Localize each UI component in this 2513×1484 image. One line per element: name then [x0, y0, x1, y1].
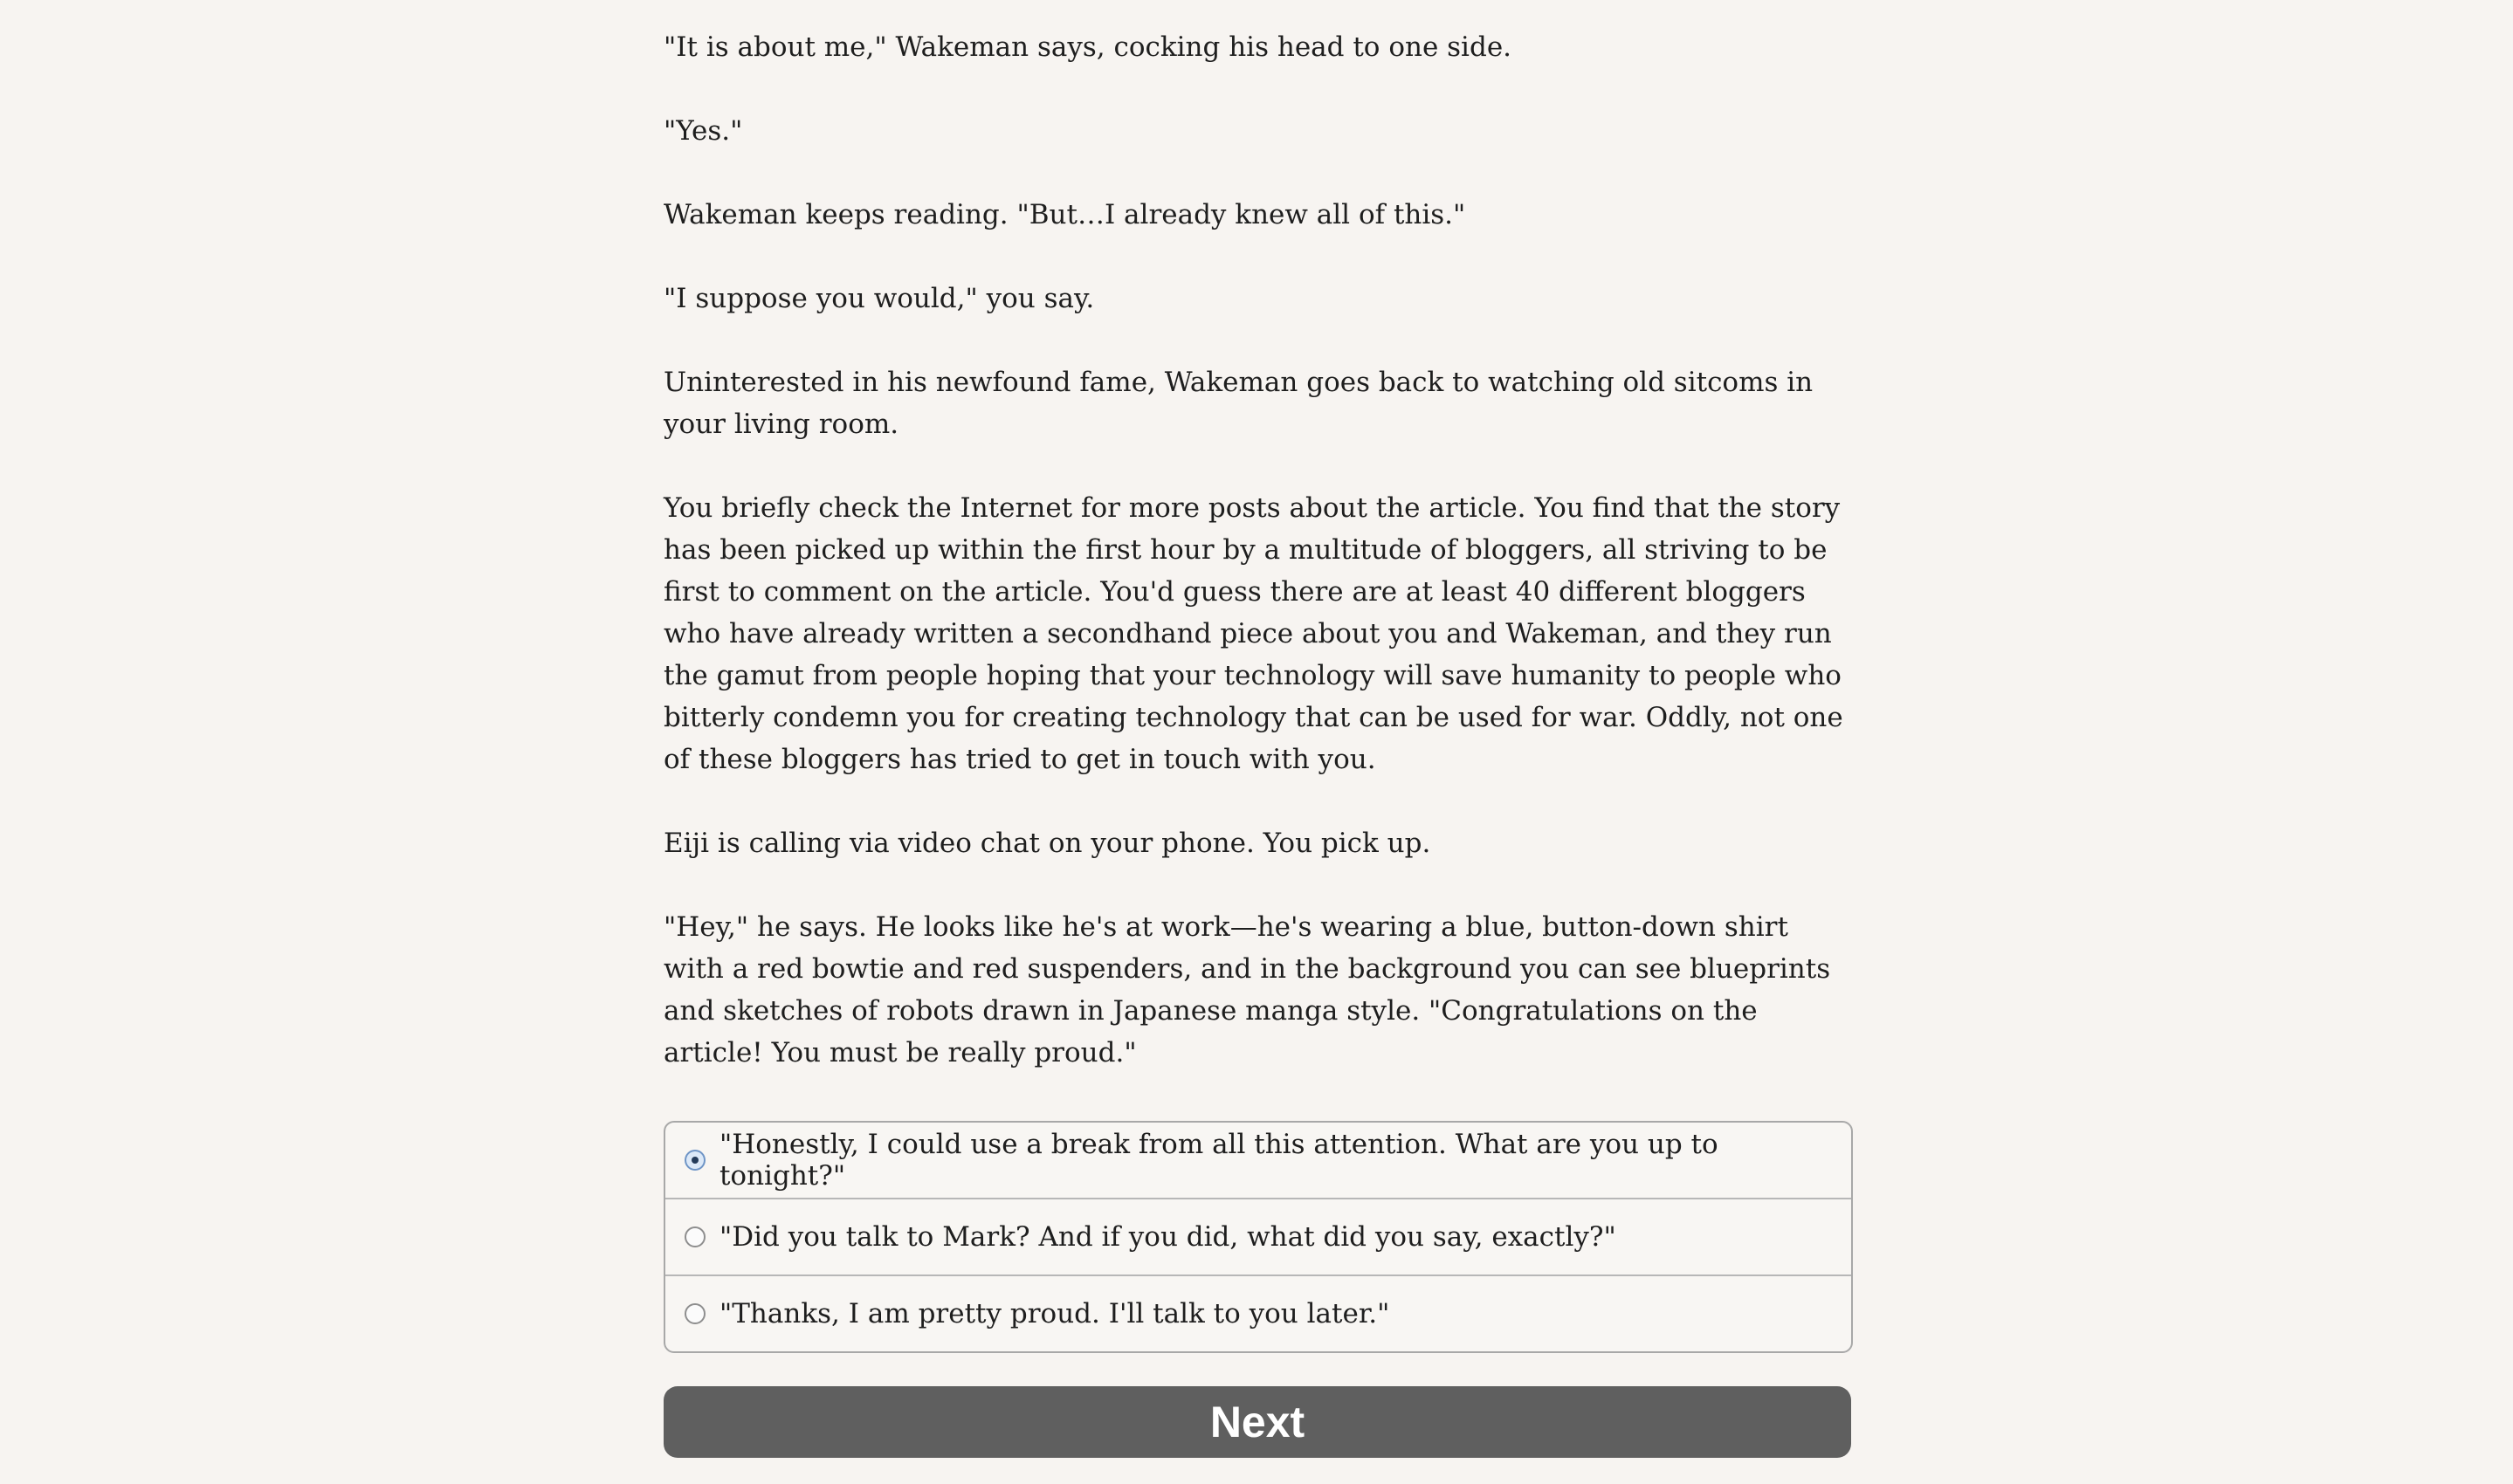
- radio-button[interactable]: [685, 1226, 706, 1247]
- story-paragraph: "Hey," he says. He looks like he's at work—he's wearing a blue, button-down shirt with a red bowtie and red suspenders, and in the background you can see blueprints and sketches of robots drawn in Japanese manga style. "Congratulations on the article! You must be really proud.": [664, 911, 1831, 1068]
- choice-list: [664, 1121, 1853, 1353]
- choice-option-1[interactable]: [665, 1123, 1851, 1198]
- story-paragraph: "Yes.": [664, 115, 743, 147]
- choice-label: "Honestly, I could use a break from all this attention. What are you up to tonight?": [719, 1129, 1718, 1192]
- story-paragraph: Eiji is calling via video chat on your phone. You pick up.: [664, 828, 1431, 859]
- story-paragraph: "I suppose you would," you say.: [664, 283, 1095, 314]
- story-text: [664, 26, 1851, 1116]
- choice-label: "Thanks, I am pretty proud. I'll talk to you later.": [719, 1298, 1390, 1329]
- choice-label: "Did you talk to Mark? And if you did, what did you say, exactly?": [719, 1221, 1616, 1253]
- story-paragraph: You briefly check the Internet for more posts about the article. You find that the story has been picked up within the first hour by a multitude of bloggers, all striving to be first to comment on the article. You'd guess there are at least 40 different bloggers who have already written a secondhand piece about you and Wakeman, and they run the gamut from people hoping that your technology will save humanity to people who bitterly condemn you for creating technology that can be used for war. Oddly, not one of these bloggers has tried to get in touch with you.: [664, 492, 1843, 775]
- radio-button[interactable]: [685, 1303, 706, 1324]
- story-paragraph: "It is about me," Wakeman says, cocking his head to one side.: [664, 31, 1512, 63]
- choice-option-2[interactable]: [665, 1198, 1851, 1274]
- next-button[interactable]: Next: [664, 1386, 1851, 1458]
- story-paragraph: Uninterested in his newfound fame, Wakeman goes back to watching old sitcoms in your living room.: [664, 367, 1814, 440]
- radio-button-selected[interactable]: [685, 1150, 706, 1171]
- choice-option-3[interactable]: [665, 1274, 1851, 1351]
- story-paragraph: Wakeman keeps reading. "But…I already knew all of this.": [664, 199, 1466, 230]
